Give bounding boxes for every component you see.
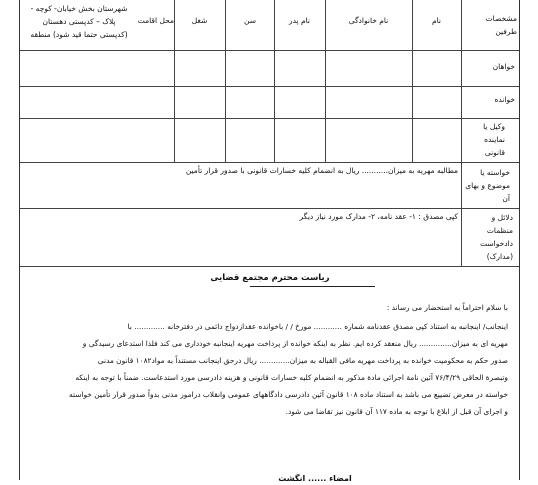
row-label-claim: خواسته یا موضوع و بهای آن <box>465 168 510 203</box>
body-line: صدور حکم به محکومیت خوانده به پرداخت مهریه مافی القباله به میزان............. ریال درحق اینجانب مستنداً به مواد۱۰۸۲ قانون مدنی <box>97 356 508 365</box>
header-first-name: نام <box>431 16 442 25</box>
header-address: شهرستان بخش خیابان- کوچه - پلاک – کدپستی دهستان (کدپستی حتما قید شود) منطقه <box>30 4 128 39</box>
row-label-plaintiff: خواهان <box>492 62 515 71</box>
body-line: اینجانب/ اینجانبه به استناد کپی مصدق عقدنامه شماره ............ مورخ / / باخوانده عقدازدواج دائمی در دفترخانه ............. با <box>127 322 508 331</box>
body-line: مهریه ای به میزان.............. ریال منعقد کرده ایم. نظر به اینکه خوانده از پرداخت مهریه اینجانبه خودداری می کند فلذا استدعای رسیدگی و <box>82 339 508 348</box>
evidence-text: کپی مصدق : ۱- عقد نامه، ۲- مدارک مورد نیاز دیگر <box>299 212 458 221</box>
header-parties-spec: مشخصات طرفین <box>485 14 517 36</box>
body-line: و اجرای آن قبل از ابلاغ با توجه به ماده ۱۱۷ آن قانون نیز تقاضا می شود. <box>285 407 508 416</box>
row-divider <box>20 50 519 51</box>
col-divider <box>461 0 462 266</box>
row-divider <box>20 162 519 163</box>
header-father-name: نام پدر <box>288 16 311 25</box>
title-underline <box>250 286 375 287</box>
row-divider <box>20 208 519 209</box>
row-divider <box>20 118 519 119</box>
body-line: خواسته در معرض تضییع می باشد به استناد ماده ۱۰۸ قانون آئین دادرسی دادگاههای عمومی وانقلاب درامور مدنی بدواً صدور قرار تأمین خواسته <box>69 390 508 399</box>
row-label-defendant: خوانده <box>494 95 515 104</box>
row-label-evidence: دلائل و منظمات دادخواست (مدارک) <box>479 213 513 261</box>
claim-text: مطالبه مهریه به میزان........... ریال به انضمام کلیه خسارات قانونی با صدور قرار تأمین <box>185 166 458 175</box>
page-border-right <box>519 0 520 480</box>
page-border-left <box>19 0 20 480</box>
header-age: سن <box>244 16 256 25</box>
page-title: ریاست محترم مجتمع قضایی <box>210 273 330 283</box>
row-divider <box>20 86 519 87</box>
header-last-name: نام خانوادگی <box>348 16 389 25</box>
row-label-attorney: وکیل یا نماینده قانونی <box>483 122 505 157</box>
header-occupation: شغل <box>191 16 208 25</box>
signature-line: امضاء ...... انگشت <box>278 474 352 483</box>
header-residence: محل اقامت <box>137 16 174 25</box>
body-line: وتبصرة الحاقی ۷۶/۴/۲۹ آئین نامة اجرائی مادة مذکور به انضمام کلیه خسارات قانونی و هزینه دادرسی مورد استدعاست. ضمناً با توجه به اینکه <box>75 373 508 382</box>
body-greeting: با سلام احتراماً به استحضار می رساند : <box>386 303 508 312</box>
row-divider <box>20 266 519 267</box>
